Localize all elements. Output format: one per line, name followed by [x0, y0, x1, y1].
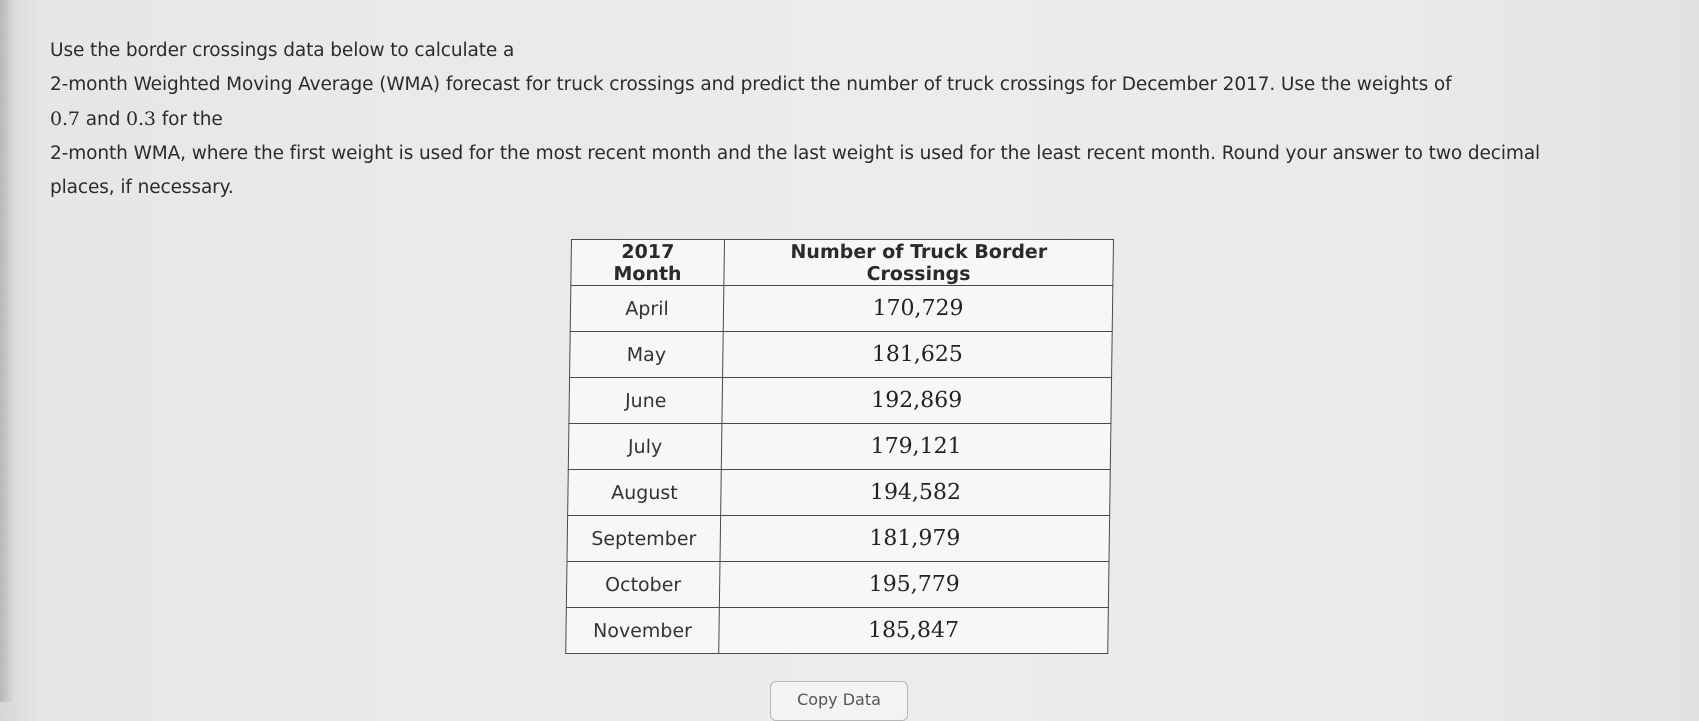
screen-edge-shadow — [0, 0, 14, 702]
crossings-cell: 185,847 — [719, 608, 1109, 654]
crossings-cell: 194,582 — [721, 470, 1111, 516]
header-crossings: Number of Truck Border Crossings — [724, 240, 1114, 286]
crossings-cell: 192,869 — [722, 378, 1112, 424]
month-cell: November — [566, 608, 720, 654]
table-row — [568, 424, 1111, 470]
month-cell: April — [570, 286, 724, 332]
crossings-cell: 170,729 — [723, 286, 1113, 332]
header-month: 2017 Month — [571, 240, 725, 286]
month-cell: October — [566, 562, 720, 608]
month-cell: May — [570, 332, 724, 378]
question-line-5: places, if necessary. — [50, 177, 234, 198]
month-cell: June — [569, 378, 723, 424]
table-header-row — [571, 240, 1114, 286]
question-line-2: 2-month Weighted Moving Average (WMA) forecast for truck crossings and predict the number of truck crossings for December 2017. Use the weights of — [50, 74, 1452, 95]
weight-1: 0.7 — [50, 108, 80, 130]
weight-2: 0.3 — [126, 108, 156, 130]
crossings-cell: 181,625 — [723, 332, 1113, 378]
table-row — [569, 378, 1112, 424]
border-crossings-table — [565, 239, 1114, 654]
question-line-4: 2-month WMA, where the first weight is used for the most recent month and the last weight is used for the least recent month. Round your answer to two decimal — [50, 143, 1541, 164]
question-line-1: Use the border crossings data below to calculate a — [50, 40, 515, 61]
copy-data-button[interactable]: Copy Data — [770, 681, 908, 721]
table-row — [570, 332, 1113, 378]
crossings-cell: 181,979 — [720, 516, 1110, 562]
crossings-cell: 179,121 — [721, 424, 1111, 470]
and-text: and — [85, 109, 121, 130]
crossings-cell: 195,779 — [719, 562, 1109, 608]
table-row — [566, 562, 1109, 608]
table-row — [568, 470, 1111, 516]
table-row — [567, 516, 1110, 562]
for-the-text: for the — [161, 109, 223, 130]
question-line-3 — [50, 102, 1650, 137]
table-row — [566, 608, 1109, 654]
month-cell: July — [568, 424, 722, 470]
question-text — [50, 34, 1650, 205]
table-row — [570, 286, 1113, 332]
month-cell: August — [568, 470, 722, 516]
month-cell: September — [567, 516, 721, 562]
